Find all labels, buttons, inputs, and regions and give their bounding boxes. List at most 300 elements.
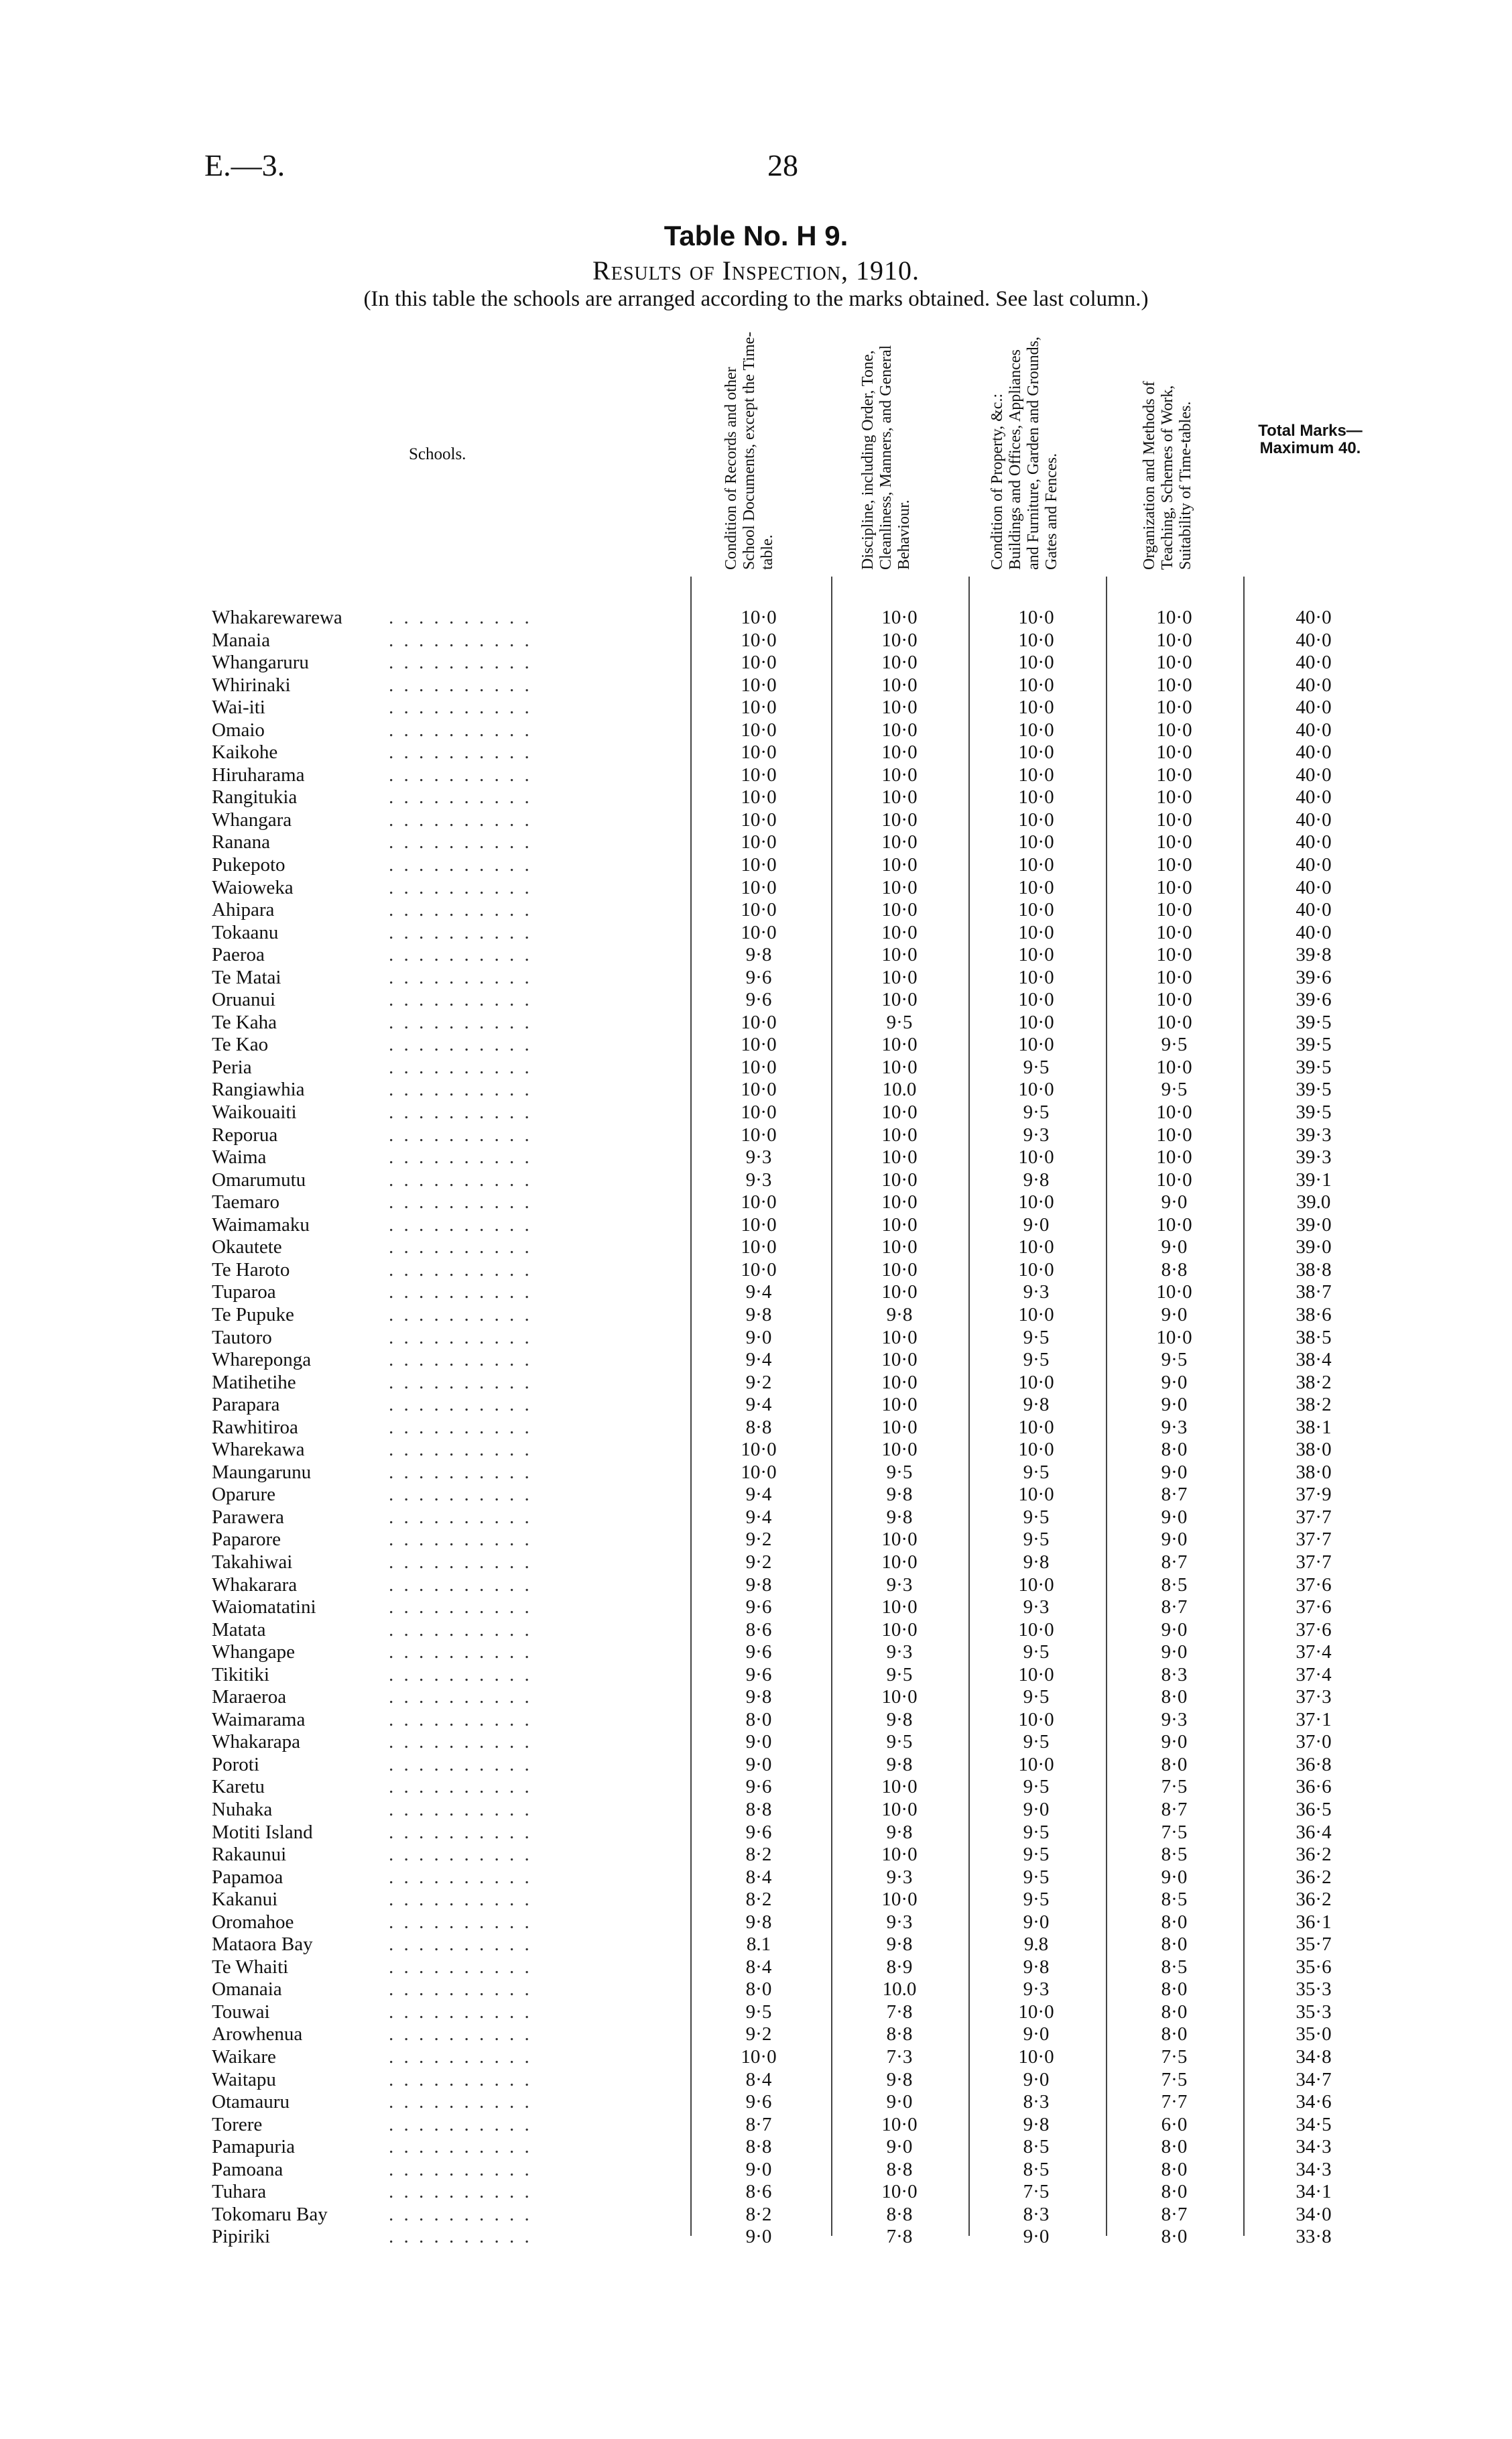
leader-dots: . . . . . . . . . . [389, 876, 532, 898]
leader-dots: . . . . . . . . . . [389, 2181, 532, 2203]
organization-mark-cell: 10·0 [1156, 741, 1192, 764]
total-mark-cell: 38·8 [1296, 1258, 1332, 1281]
table-row [0, 877, 1512, 900]
leader-dots: . . . . . . . . . . [389, 1618, 532, 1641]
total-mark-cell: 40·0 [1296, 786, 1332, 809]
leader-dots: . . . . . . . . . . [389, 1124, 532, 1146]
table-row [0, 1327, 1512, 1350]
discipline-mark-cell: 9·5 [886, 1011, 913, 1033]
school-name-cell: Paparore [212, 1529, 281, 1551]
school-name-cell: Manaia [212, 629, 270, 651]
organization-mark-cell: 8·0 [1161, 2226, 1188, 2248]
property-mark-cell: 8·5 [1023, 2136, 1050, 2158]
property-mark-cell: 9·8 [1023, 1169, 1050, 1191]
discipline-mark-cell: 10·0 [881, 944, 918, 966]
property-mark-cell: 9·0 [1023, 1911, 1050, 1933]
report-reference: E.—3. [204, 148, 286, 182]
organization-mark-cell: 7·5 [1161, 2068, 1188, 2090]
school-name-cell: Kakanui [212, 1889, 278, 1911]
school-name-cell: Mataora Bay [212, 1934, 313, 1956]
total-mark-cell: 37·3 [1296, 1686, 1332, 1708]
discipline-mark-cell: 10·0 [881, 854, 918, 876]
leader-dots: . . . . . . . . . . [389, 1911, 532, 1933]
school-name-cell: Ahipara [212, 899, 275, 921]
discipline-mark-cell: 9·3 [886, 1641, 913, 1663]
property-mark-cell: 10·0 [1018, 2046, 1054, 2068]
leader-dots: . . . . . . . . . . [389, 1956, 532, 1978]
table-row [0, 674, 1512, 697]
records-mark-cell: 10·0 [741, 1439, 777, 1461]
school-name-cell: Te Kaha [212, 1011, 277, 1033]
total-mark-cell: 38·0 [1296, 1439, 1332, 1461]
leader-dots: . . . . . . . . . . [389, 786, 532, 809]
table-row [0, 1506, 1512, 1529]
table-row [0, 2181, 1512, 2204]
total-mark-cell: 40·0 [1296, 764, 1332, 786]
leader-dots: . . . . . . . . . . [389, 1394, 532, 1416]
organization-mark-cell: 10·0 [1156, 876, 1192, 898]
records-mark-cell: 10·0 [741, 854, 777, 876]
organization-mark-cell: 8·8 [1161, 1258, 1188, 1281]
records-mark-cell: 8·0 [745, 1708, 772, 1730]
organization-mark-cell: 8·0 [1161, 1934, 1188, 1956]
discipline-mark-cell: 9·8 [886, 1708, 913, 1730]
leader-dots: . . . . . . . . . . [389, 2113, 532, 2135]
discipline-mark-cell: 10·0 [881, 1056, 918, 1078]
property-mark-cell: 9·0 [1023, 2023, 1050, 2045]
organization-mark-cell: 9·0 [1161, 1866, 1188, 1888]
discipline-mark-cell: 10·0 [881, 1889, 918, 1911]
organization-mark-cell: 8·0 [1161, 2158, 1188, 2180]
records-mark-cell: 9·2 [745, 1529, 772, 1551]
property-mark-cell: 9·3 [1023, 1281, 1050, 1303]
table-row [0, 1349, 1512, 1372]
property-mark-cell: 10·0 [1018, 1708, 1054, 1730]
property-mark-cell: 9·5 [1023, 1326, 1050, 1348]
records-mark-cell: 8·8 [745, 2136, 772, 2158]
table-row [0, 652, 1512, 674]
records-mark-cell: 8·4 [745, 1956, 772, 1978]
records-mark-cell: 10·0 [741, 1034, 777, 1056]
organization-mark-cell: 7·5 [1161, 1821, 1188, 1843]
table-row [0, 1619, 1512, 1642]
leader-dots: . . . . . . . . . . [389, 899, 532, 921]
school-name-cell: Matata [212, 1618, 266, 1641]
records-mark-cell: 8·2 [745, 1844, 772, 1866]
records-mark-cell: 10·0 [741, 876, 777, 898]
property-mark-cell: 10·0 [1018, 876, 1054, 898]
school-name-cell: Whareponga [212, 1349, 312, 1371]
leader-dots: . . . . . . . . . . [389, 1573, 532, 1596]
table-row [0, 1754, 1512, 1777]
leader-dots: . . . . . . . . . . [389, 764, 532, 786]
property-mark-cell: 10·0 [1018, 697, 1054, 719]
total-mark-cell: 39·3 [1296, 1124, 1332, 1146]
table-row [0, 630, 1512, 652]
property-mark-cell: 10·0 [1018, 1484, 1054, 1506]
leader-dots: . . . . . . . . . . [389, 719, 532, 741]
records-mark-cell: 10·0 [741, 1124, 777, 1146]
leader-dots: . . . . . . . . . . [389, 1844, 532, 1866]
organization-mark-cell: 9·0 [1161, 1529, 1188, 1551]
school-name-cell: Omaio [212, 719, 265, 741]
school-name-cell: Te Kao [212, 1034, 269, 1056]
leader-dots: . . . . . . . . . . [389, 2091, 532, 2113]
discipline-mark-cell: 10·0 [881, 652, 918, 674]
discipline-mark-cell: 7·8 [886, 2226, 913, 2248]
total-mark-cell: 39·0 [1296, 1236, 1332, 1258]
table-row [0, 1529, 1512, 1551]
school-name-cell: Touwai [212, 2001, 270, 2023]
discipline-mark-cell: 9·3 [886, 1866, 913, 1888]
table-row [0, 1686, 1512, 1709]
discipline-mark-cell: 10·0 [881, 607, 918, 628]
table-row [0, 697, 1512, 719]
records-mark-cell: 9·4 [745, 1506, 772, 1528]
property-mark-cell: 10·0 [1018, 1303, 1054, 1325]
total-mark-cell: 40·0 [1296, 921, 1332, 943]
leader-dots: . . . . . . . . . . [389, 697, 532, 719]
property-mark-cell: 9·5 [1023, 1866, 1050, 1888]
table-row [0, 1776, 1512, 1799]
table-row [0, 2001, 1512, 2024]
table-row [0, 1956, 1512, 1979]
school-name-cell: Te Pupuke [212, 1303, 294, 1325]
records-mark-cell: 9·6 [745, 966, 772, 988]
organization-mark-cell: 10·0 [1156, 719, 1192, 741]
total-mark-cell: 40·0 [1296, 899, 1332, 921]
records-mark-cell: 10·0 [741, 764, 777, 786]
property-mark-cell: 9·5 [1023, 1641, 1050, 1663]
school-name-cell: Arowhenua [212, 2023, 303, 2045]
table-row [0, 2023, 1512, 2046]
discipline-mark-cell: 9·3 [886, 1573, 913, 1596]
records-mark-cell: 8·4 [745, 2068, 772, 2090]
records-mark-cell: 10·0 [741, 1213, 777, 1236]
school-name-cell: Pamapuria [212, 2136, 296, 2158]
table-row [0, 786, 1512, 809]
discipline-mark-cell: 10·0 [881, 1326, 918, 1348]
leader-dots: . . . . . . . . . . [389, 966, 532, 988]
total-mark-cell: 37·7 [1296, 1506, 1332, 1528]
table-row [0, 1012, 1512, 1034]
property-mark-cell: 10·0 [1018, 719, 1054, 741]
organization-mark-cell: 10·0 [1156, 629, 1192, 651]
organization-mark-cell: 8·0 [1161, 2001, 1188, 2023]
property-mark-cell: 8·3 [1023, 2203, 1050, 2225]
property-mark-cell: 9·0 [1023, 2226, 1050, 2248]
school-name-cell: Poroti [212, 1753, 259, 1775]
school-name-cell: Tokaanu [212, 921, 279, 943]
leader-dots: . . . . . . . . . . [389, 674, 532, 696]
total-mark-cell: 39·3 [1296, 1146, 1332, 1169]
total-mark-cell: 36·1 [1296, 1911, 1332, 1933]
total-mark-cell: 40·0 [1296, 674, 1332, 696]
school-name-cell: Tikitiki [212, 1663, 269, 1685]
leader-dots: . . . . . . . . . . [389, 1236, 532, 1258]
school-name-cell: Parawera [212, 1506, 284, 1528]
records-mark-cell: 9·6 [745, 2091, 772, 2113]
total-mark-cell: 39·5 [1296, 1079, 1332, 1101]
organization-mark-cell: 9·0 [1161, 1191, 1188, 1213]
property-mark-cell: 9·3 [1023, 1596, 1050, 1618]
school-name-cell: Kaikohe [212, 741, 278, 764]
table-row [0, 1596, 1512, 1619]
records-mark-cell: 9·0 [745, 2158, 772, 2180]
table-row [0, 1934, 1512, 1956]
leader-dots: . . . . . . . . . . [389, 1934, 532, 1956]
leader-dots: . . . . . . . . . . [389, 1731, 532, 1753]
organization-mark-cell: 9·0 [1161, 1394, 1188, 1416]
leader-dots: . . . . . . . . . . [389, 1889, 532, 1911]
table-row [0, 1057, 1512, 1079]
total-mark-cell: 39.0 [1296, 1191, 1331, 1213]
property-mark-cell: 9·5 [1023, 1349, 1050, 1371]
total-mark-cell: 37·7 [1296, 1529, 1332, 1551]
records-mark-cell: 8·8 [745, 1798, 772, 1820]
property-mark-cell: 9·8 [1023, 1394, 1050, 1416]
school-name-cell: Te Haroto [212, 1258, 290, 1281]
property-mark-cell: 7·5 [1023, 2181, 1050, 2203]
records-mark-cell: 9·3 [745, 1146, 772, 1169]
discipline-mark-cell: 10·0 [881, 697, 918, 719]
discipline-mark-cell: 9·8 [886, 1821, 913, 1843]
property-mark-cell: 9.8 [1023, 1934, 1049, 1956]
table-row [0, 831, 1512, 854]
discipline-mark-cell: 8·8 [886, 2023, 913, 2045]
records-mark-cell: 10·0 [741, 1236, 777, 1258]
total-mark-cell: 38·1 [1296, 1416, 1332, 1438]
leader-dots: . . . . . . . . . . [389, 607, 532, 628]
total-mark-cell: 33·8 [1296, 2226, 1332, 2248]
leader-dots: . . . . . . . . . . [389, 2158, 532, 2180]
records-mark-cell: 10·0 [741, 652, 777, 674]
organization-mark-cell: 8·5 [1161, 1956, 1188, 1978]
school-name-cell: Waikare [212, 2046, 276, 2068]
leader-dots: . . . . . . . . . . [389, 1169, 532, 1191]
organization-mark-cell: 9·0 [1161, 1641, 1188, 1663]
school-name-cell: Waimamaku [212, 1213, 310, 1236]
total-mark-cell: 34·8 [1296, 2046, 1332, 2068]
results-table-body [0, 607, 1512, 2249]
leader-dots: . . . . . . . . . . [389, 1326, 532, 1348]
records-mark-cell: 8·7 [745, 2113, 772, 2135]
leader-dots: . . . . . . . . . . [389, 2068, 532, 2090]
property-mark-cell: 9·5 [1023, 1529, 1050, 1551]
table-row [0, 2204, 1512, 2226]
records-mark-cell: 10·0 [741, 786, 777, 809]
school-name-cell: Oparure [212, 1484, 276, 1506]
table-row [0, 1034, 1512, 1057]
discipline-mark-cell: 10·0 [881, 719, 918, 741]
table-row [0, 2069, 1512, 2092]
property-mark-cell: 10·0 [1018, 1753, 1054, 1775]
records-mark-cell: 9·4 [745, 1281, 772, 1303]
leader-dots: . . . . . . . . . . [389, 1596, 532, 1618]
records-mark-cell: 9·6 [745, 1596, 772, 1618]
school-name-cell: Maungarunu [212, 1461, 312, 1483]
records-mark-cell: 9·8 [745, 1573, 772, 1596]
organization-mark-cell: 10·0 [1156, 944, 1192, 966]
discipline-mark-cell: 9·3 [886, 1911, 913, 1933]
discipline-mark-cell: 10·0 [881, 966, 918, 988]
school-name-cell: Waima [212, 1146, 267, 1169]
property-mark-cell: 10·0 [1018, 764, 1054, 786]
total-mark-cell: 34·1 [1296, 2181, 1332, 2203]
total-mark-cell: 40·0 [1296, 854, 1332, 876]
total-mark-cell: 38·2 [1296, 1394, 1332, 1416]
leader-dots: . . . . . . . . . . [389, 1056, 532, 1078]
total-mark-cell: 36·5 [1296, 1798, 1332, 1820]
school-name-cell: Omarumutu [212, 1169, 306, 1191]
records-mark-cell: 10·0 [741, 1258, 777, 1281]
organization-mark-cell: 10·0 [1156, 1326, 1192, 1348]
discipline-mark-cell: 9·5 [886, 1731, 913, 1753]
discipline-mark-cell: 9·8 [886, 2068, 913, 2090]
discipline-mark-cell: 10·0 [881, 1102, 918, 1124]
records-mark-cell: 8.1 [746, 1934, 771, 1956]
records-mark-cell: 9·0 [745, 1731, 772, 1753]
leader-dots: . . . . . . . . . . [389, 652, 532, 674]
total-mark-cell: 40·0 [1296, 719, 1332, 741]
discipline-mark-cell: 10.0 [882, 1978, 917, 2001]
school-name-cell: Rangitukia [212, 786, 298, 809]
records-mark-cell: 10·0 [741, 831, 777, 853]
total-mark-cell: 36·2 [1296, 1866, 1332, 1888]
total-mark-cell: 37·6 [1296, 1596, 1332, 1618]
discipline-mark-cell: 10·0 [881, 921, 918, 943]
table-row [0, 1214, 1512, 1237]
discipline-mark-cell: 10·0 [881, 629, 918, 651]
leader-dots: . . . . . . . . . . [389, 629, 532, 651]
property-mark-cell: 10·0 [1018, 629, 1054, 651]
organization-mark-cell: 8·7 [1161, 1551, 1188, 1573]
column-header-records: Condition of Records and other School Documents, except the Time-table. [722, 331, 776, 570]
table-row [0, 1709, 1512, 1732]
records-mark-cell: 9·2 [745, 2023, 772, 2045]
organization-mark-cell: 8·0 [1161, 1753, 1188, 1775]
total-mark-cell: 37·1 [1296, 1708, 1332, 1730]
property-mark-cell: 10·0 [1018, 1236, 1054, 1258]
discipline-mark-cell: 10·0 [881, 1551, 918, 1573]
property-mark-cell: 10·0 [1018, 1011, 1054, 1033]
property-mark-cell: 9·5 [1023, 1889, 1050, 1911]
property-mark-cell: 10·0 [1018, 1191, 1054, 1213]
leader-dots: . . . . . . . . . . [389, 1529, 532, 1551]
leader-dots: . . . . . . . . . . [389, 921, 532, 943]
school-name-cell: Waiomatatini [212, 1596, 316, 1618]
total-mark-cell: 37·4 [1296, 1641, 1332, 1663]
organization-mark-cell: 9·0 [1161, 1303, 1188, 1325]
records-mark-cell: 9·4 [745, 1349, 772, 1371]
discipline-mark-cell: 9·8 [886, 1303, 913, 1325]
total-mark-cell: 34·0 [1296, 2203, 1332, 2225]
discipline-mark-cell: 10·0 [881, 1416, 918, 1438]
discipline-mark-cell: 10·0 [881, 1776, 918, 1798]
school-name-cell: Nuhaka [212, 1798, 273, 1820]
organization-mark-cell: 6·0 [1161, 2113, 1188, 2135]
organization-mark-cell: 8·0 [1161, 1978, 1188, 2001]
school-name-cell: Te Matai [212, 966, 281, 988]
table-row [0, 1169, 1512, 1192]
table-row [0, 1281, 1512, 1304]
leader-dots: . . . . . . . . . . [389, 2226, 532, 2248]
total-mark-cell: 40·0 [1296, 697, 1332, 719]
organization-mark-cell: 8·5 [1161, 1889, 1188, 1911]
records-mark-cell: 9·6 [745, 989, 772, 1011]
discipline-mark-cell: 10·0 [881, 1618, 918, 1641]
table-row [0, 1844, 1512, 1866]
organization-mark-cell: 8·0 [1161, 2023, 1188, 2045]
school-name-cell: Hiruharama [212, 764, 305, 786]
organization-mark-cell: 10·0 [1156, 966, 1192, 988]
organization-mark-cell: 9·0 [1161, 1506, 1188, 1528]
property-mark-cell: 10·0 [1018, 1258, 1054, 1281]
total-mark-cell: 34·3 [1296, 2158, 1332, 2180]
records-mark-cell: 8·6 [745, 1618, 772, 1641]
property-mark-cell: 9·3 [1023, 1978, 1050, 2001]
property-mark-cell: 10·0 [1018, 1663, 1054, 1685]
discipline-mark-cell: 9·5 [886, 1663, 913, 1685]
property-mark-cell: 10·0 [1018, 652, 1054, 674]
table-row [0, 1574, 1512, 1597]
leader-dots: . . . . . . . . . . [389, 1753, 532, 1775]
organization-mark-cell: 10·0 [1156, 697, 1192, 719]
organization-mark-cell: 9·0 [1161, 1371, 1188, 1393]
table-note: (In this table the schools are arranged according to the marks obtained. See last column.) [363, 287, 1149, 311]
discipline-mark-cell: 9·8 [886, 1484, 913, 1506]
discipline-mark-cell: 8·8 [886, 2203, 913, 2225]
leader-dots: . . . . . . . . . . [389, 1034, 532, 1056]
records-mark-cell: 9·6 [745, 1641, 772, 1663]
total-mark-cell: 37·0 [1296, 1731, 1332, 1753]
total-mark-cell: 40·0 [1296, 629, 1332, 651]
school-name-cell: Karetu [212, 1776, 265, 1798]
leader-dots: . . . . . . . . . . [389, 1641, 532, 1663]
school-name-cell: Waioweka [212, 876, 294, 898]
leader-dots: . . . . . . . . . . [389, 1798, 532, 1820]
total-mark-cell: 34·3 [1296, 2136, 1332, 2158]
records-mark-cell: 8·0 [745, 1978, 772, 2001]
total-mark-cell: 40·0 [1296, 741, 1332, 764]
property-mark-cell: 10·0 [1018, 831, 1054, 853]
school-name-cell: Torere [212, 2113, 263, 2135]
organization-mark-cell: 9·5 [1161, 1034, 1188, 1056]
leader-dots: . . . . . . . . . . [389, 1079, 532, 1101]
table-row [0, 1462, 1512, 1484]
organization-mark-cell: 8·5 [1161, 1844, 1188, 1866]
total-mark-cell: 39·8 [1296, 944, 1332, 966]
total-mark-cell: 36·8 [1296, 1753, 1332, 1775]
leader-dots: . . . . . . . . . . [389, 1191, 532, 1213]
discipline-mark-cell: 10·0 [881, 1169, 918, 1191]
total-mark-cell: 37·6 [1296, 1573, 1332, 1596]
organization-mark-cell: 10·0 [1156, 1169, 1192, 1191]
records-mark-cell: 10·0 [741, 899, 777, 921]
records-mark-cell: 9·2 [745, 1551, 772, 1573]
property-mark-cell: 9·5 [1023, 1686, 1050, 1708]
property-mark-cell: 10·0 [1018, 854, 1054, 876]
total-mark-cell: 40·0 [1296, 831, 1332, 853]
school-name-cell: Waikouaiti [212, 1102, 297, 1124]
organization-mark-cell: 10·0 [1156, 674, 1192, 696]
school-name-cell: Omanaia [212, 1978, 282, 2001]
leader-dots: . . . . . . . . . . [389, 1303, 532, 1325]
discipline-mark-cell: 10·0 [881, 989, 918, 1011]
discipline-mark-cell: 10·0 [881, 1213, 918, 1236]
leader-dots: . . . . . . . . . . [389, 2203, 532, 2225]
table-row [0, 1417, 1512, 1439]
